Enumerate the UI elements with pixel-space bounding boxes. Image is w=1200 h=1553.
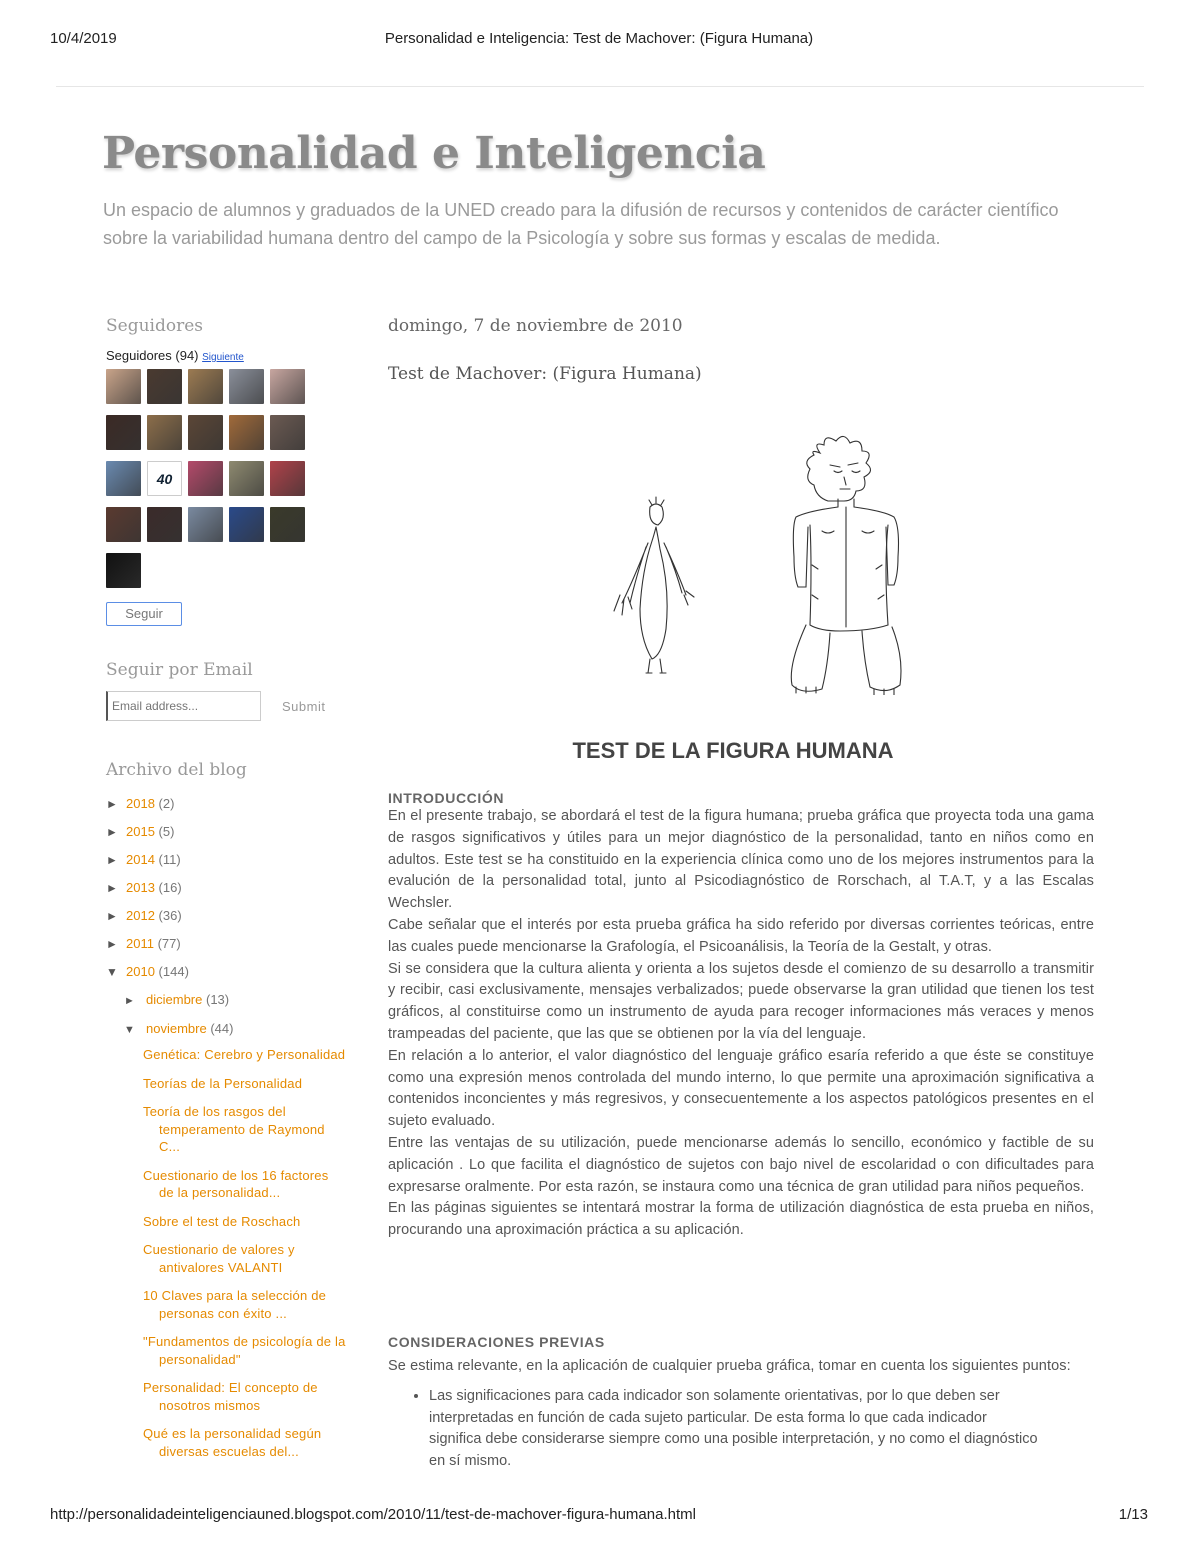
print-title: Personalidad e Inteligencia: Test de Machover: (Figura Humana) xyxy=(384,30,814,47)
follower-avatar[interactable] xyxy=(147,507,182,542)
followers-count: Seguidores (94) Siguiente xyxy=(106,348,244,363)
archive-year-count: (11) xyxy=(158,852,181,867)
follower-avatar[interactable] xyxy=(147,415,182,450)
followers-heading: Seguidores xyxy=(106,316,204,336)
email-input[interactable] xyxy=(106,691,261,721)
consideration-item: • Las significaciones para cada indicador son solamente orientativas, por lo que deben ser interpretadas en función de cada sujeto particular. De esta forma lo que cada indicador significa debe considerarse siempre como una posible interpretación, y no como el diagnóstico en sí mismo. xyxy=(429,1386,1043,1473)
sidebar-followers xyxy=(106,316,356,626)
introduction-paragraph: Entre las ventajas de su utilización, puede mencionarse además lo sencillo, económico y factible de su aplicación . Lo que facilita el diagnóstico de sujetos con bajo nivel de escolaridad o con dificultades para expresarse oralmente. Por esta razón, se instaura como una técnica de gran utilidad para niños pequeños. xyxy=(388,1134,1094,1195)
follower-avatar[interactable]: 40 xyxy=(147,461,182,496)
introduction-section xyxy=(388,790,1094,1242)
follower-avatar[interactable] xyxy=(106,507,141,542)
introduction-paragraph: En el presente trabajo, se abordará el test de la figura humana; prueba gráfica que proyecta toda una gama de rasgos significativos y útiles para un mejor diagnóstico de la personalidad, tanto en niños como en adultos. Este test se ha constituido en la experiencia clínica como uno de los mejores instrumentos para la evalución de la personalidad total, junto al Psicodiagnóstico de Rorschach, al T.A.T, y a las Escalas Wechsler. xyxy=(388,808,1094,912)
follower-avatar[interactable] xyxy=(270,415,305,450)
archive-post-link[interactable]: "Fundamentos de psicología de la personalidad" xyxy=(143,1334,346,1367)
follower-avatar[interactable] xyxy=(229,369,264,404)
follower-avatar[interactable] xyxy=(106,369,141,404)
archive-month-count: (44) xyxy=(210,1021,234,1036)
toggle-arrow-icon[interactable]: ▼ xyxy=(106,965,118,979)
previous-considerations-section xyxy=(388,1334,1094,1473)
introduction-body xyxy=(388,806,1094,1242)
follower-avatar[interactable] xyxy=(270,461,305,496)
archive-year[interactable] xyxy=(106,930,346,958)
large-figure-sketch xyxy=(791,436,901,695)
print-page-number: 1/13 xyxy=(1118,1506,1148,1523)
archive-year-count: (144) xyxy=(158,964,189,979)
follower-avatar[interactable] xyxy=(106,415,141,450)
archive-year[interactable] xyxy=(106,902,346,930)
archive-year-link[interactable]: 2010 xyxy=(126,964,155,979)
blog-description: Un espacio de alumnos y graduados de la UNED creado para la difusión de recursos y contenidos de carácter científico sobre la variabilidad humana dentro del campo de la Psicología y sobre sus formas y escalas de medida. xyxy=(103,200,1059,248)
follower-avatar[interactable] xyxy=(106,553,141,588)
toggle-arrow-icon[interactable]: ► xyxy=(106,909,118,923)
archive-month-list xyxy=(106,986,346,1044)
archive-heading: Archivo del blog xyxy=(106,760,247,780)
considerations-list xyxy=(388,1386,1043,1473)
follower-avatar[interactable] xyxy=(270,369,305,404)
archive-year-link[interactable]: 2011 xyxy=(126,936,154,951)
toggle-arrow-icon[interactable]: ► xyxy=(106,853,118,867)
document-heading: TEST DE LA FIGURA HUMANA xyxy=(572,738,894,763)
toggle-arrow-icon[interactable]: ▼ xyxy=(124,1024,135,1036)
followers-next-link[interactable]: Siguiente xyxy=(202,352,244,363)
archive-post-link[interactable]: Genética: Cerebro y Personalidad xyxy=(143,1047,346,1062)
archive-year-count: (5) xyxy=(158,824,175,839)
introduction-paragraph: Si se considera que la cultura alienta y orienta a los sujetos desde el comienzo de su desarrollo a transmitir y recibir, casi exclusivamente, mensajes verbalizados; puede observarse la gran utilidad que tienen los test gráficos, al constituirse como un instrumento de ayuda para recoger informaciones más veraces y menos trampeadas del paciente, que las que se obtienen por la vía del lenguaje. xyxy=(388,960,1094,1042)
header-divider xyxy=(56,86,1144,87)
archive-month[interactable] xyxy=(106,986,346,1015)
email-submit-button[interactable]: Submit xyxy=(282,698,326,714)
follower-avatar[interactable] xyxy=(229,461,264,496)
toggle-arrow-icon[interactable]: ► xyxy=(106,937,118,951)
archive-year-link[interactable]: 2014 xyxy=(126,852,155,867)
archive-month-link[interactable]: noviembre xyxy=(146,1021,207,1036)
toggle-arrow-icon[interactable]: ► xyxy=(106,881,118,895)
introduction-heading: INTRODUCCIÓN xyxy=(388,790,505,806)
follower-avatar[interactable] xyxy=(188,507,223,542)
archive-year[interactable] xyxy=(106,818,346,846)
email-heading: Seguir por Email xyxy=(106,660,253,680)
post-date: domingo, 7 de noviembre de 2010 xyxy=(388,316,683,336)
introduction-paragraph: En las páginas siguientes se intentará mostrar la forma de utilización diagnóstica de esta prueba en niños, procurando una aproximación práctica a su aplicación. xyxy=(388,1200,1094,1239)
follower-avatar[interactable] xyxy=(229,507,264,542)
blog-archive xyxy=(106,760,346,1471)
archive-month-link[interactable]: diciembre xyxy=(146,992,203,1007)
archive-year-link[interactable]: 2013 xyxy=(126,880,155,895)
archive-month-count: (13) xyxy=(205,992,230,1007)
print-date: 10/4/2019 xyxy=(50,30,117,47)
follower-avatar[interactable] xyxy=(188,369,223,404)
follower-avatar[interactable] xyxy=(188,461,223,496)
introduction-paragraph: Cabe señalar que el interés por esta prueba gráfica ha sido referido por diversas corrientes teóricas, entre las cuales puede mencionarse la Grafología, el Psicoanálisis, la Teoría de la Gestalt, y otras. xyxy=(388,916,1094,955)
blog-title[interactable]: Personalidad e Inteligencia xyxy=(102,128,766,179)
archive-post-link[interactable]: Teorías de la Personalidad xyxy=(143,1075,303,1091)
email-subscribe xyxy=(106,660,346,721)
archive-post-list xyxy=(106,1046,346,1460)
archive-year[interactable] xyxy=(106,790,346,818)
toggle-arrow-icon[interactable]: ► xyxy=(124,995,135,1007)
archive-post-link[interactable]: Qué es la personalidad según diversas escuelas del... xyxy=(143,1426,322,1459)
archive-post-link[interactable]: Personalidad: El concepto de nosotros mismos xyxy=(143,1380,318,1413)
toggle-arrow-icon[interactable]: ► xyxy=(106,797,118,811)
follower-avatar[interactable] xyxy=(147,369,182,404)
small-figure-sketch xyxy=(614,497,694,673)
print-url: http://personalidadeinteligenciauned.blogspot.com/2010/11/test-de-machover-figura-humana.html xyxy=(50,1506,696,1523)
follower-avatar[interactable] xyxy=(270,507,305,542)
archive-year[interactable] xyxy=(106,846,346,874)
archive-year[interactable] xyxy=(106,958,346,986)
archive-year-link[interactable]: 2015 xyxy=(126,824,155,839)
archive-year-list xyxy=(106,790,346,986)
archive-month[interactable] xyxy=(106,1015,346,1044)
archive-post-link[interactable]: Sobre el test de Roschach xyxy=(143,1213,301,1229)
archive-year-count: (77) xyxy=(157,936,181,951)
previous-considerations-heading: CONSIDERACIONES PREVIAS xyxy=(388,1334,605,1350)
archive-year[interactable] xyxy=(106,874,346,902)
post xyxy=(388,316,1094,384)
archive-post-link[interactable]: Cuestionario de los 16 factores de la personalidad... xyxy=(143,1167,329,1200)
human-figure-drawing xyxy=(600,435,920,695)
archive-post-link[interactable]: Cuestionario de valores y antivalores VALANTI xyxy=(143,1242,295,1275)
follow-button[interactable]: Seguir xyxy=(106,602,182,626)
archive-year-count: (2) xyxy=(158,796,175,811)
archive-year-link[interactable]: 2018 xyxy=(126,796,155,811)
archive-post-link[interactable]: Teoría de los rasgos del temperamento de Raymond C... xyxy=(143,1104,325,1154)
follower-avatar[interactable] xyxy=(229,415,264,450)
follower-avatars xyxy=(106,369,356,588)
previous-considerations-text: Se estima relevante, en la aplicación de cualquier prueba gráfica, tomar en cuenta los siguientes puntos: xyxy=(388,1358,1071,1374)
toggle-arrow-icon[interactable]: ► xyxy=(106,825,118,839)
archive-year-count: (36) xyxy=(158,908,182,923)
follower-avatar[interactable] xyxy=(188,415,223,450)
archive-year-count: (16) xyxy=(158,880,182,895)
introduction-paragraph: En relación a lo anterior, el valor diagnóstico del lenguaje gráfico esaría referido a que éste se constituye como una expresión menos controlada del mundo interno, lo que permite una aproximación significativa a contenidos inconcientes y más regresivos, y consecuentemente a los aspectos patológicos presentes en el sujeto evaluado. xyxy=(388,1047,1094,1130)
follower-avatar[interactable] xyxy=(106,461,141,496)
post-title[interactable]: Test de Machover: (Figura Humana) xyxy=(388,364,702,384)
archive-year-link[interactable]: 2012 xyxy=(126,908,155,923)
archive-post-link[interactable]: 10 Claves para la selección de personas con éxito ... xyxy=(143,1288,327,1321)
